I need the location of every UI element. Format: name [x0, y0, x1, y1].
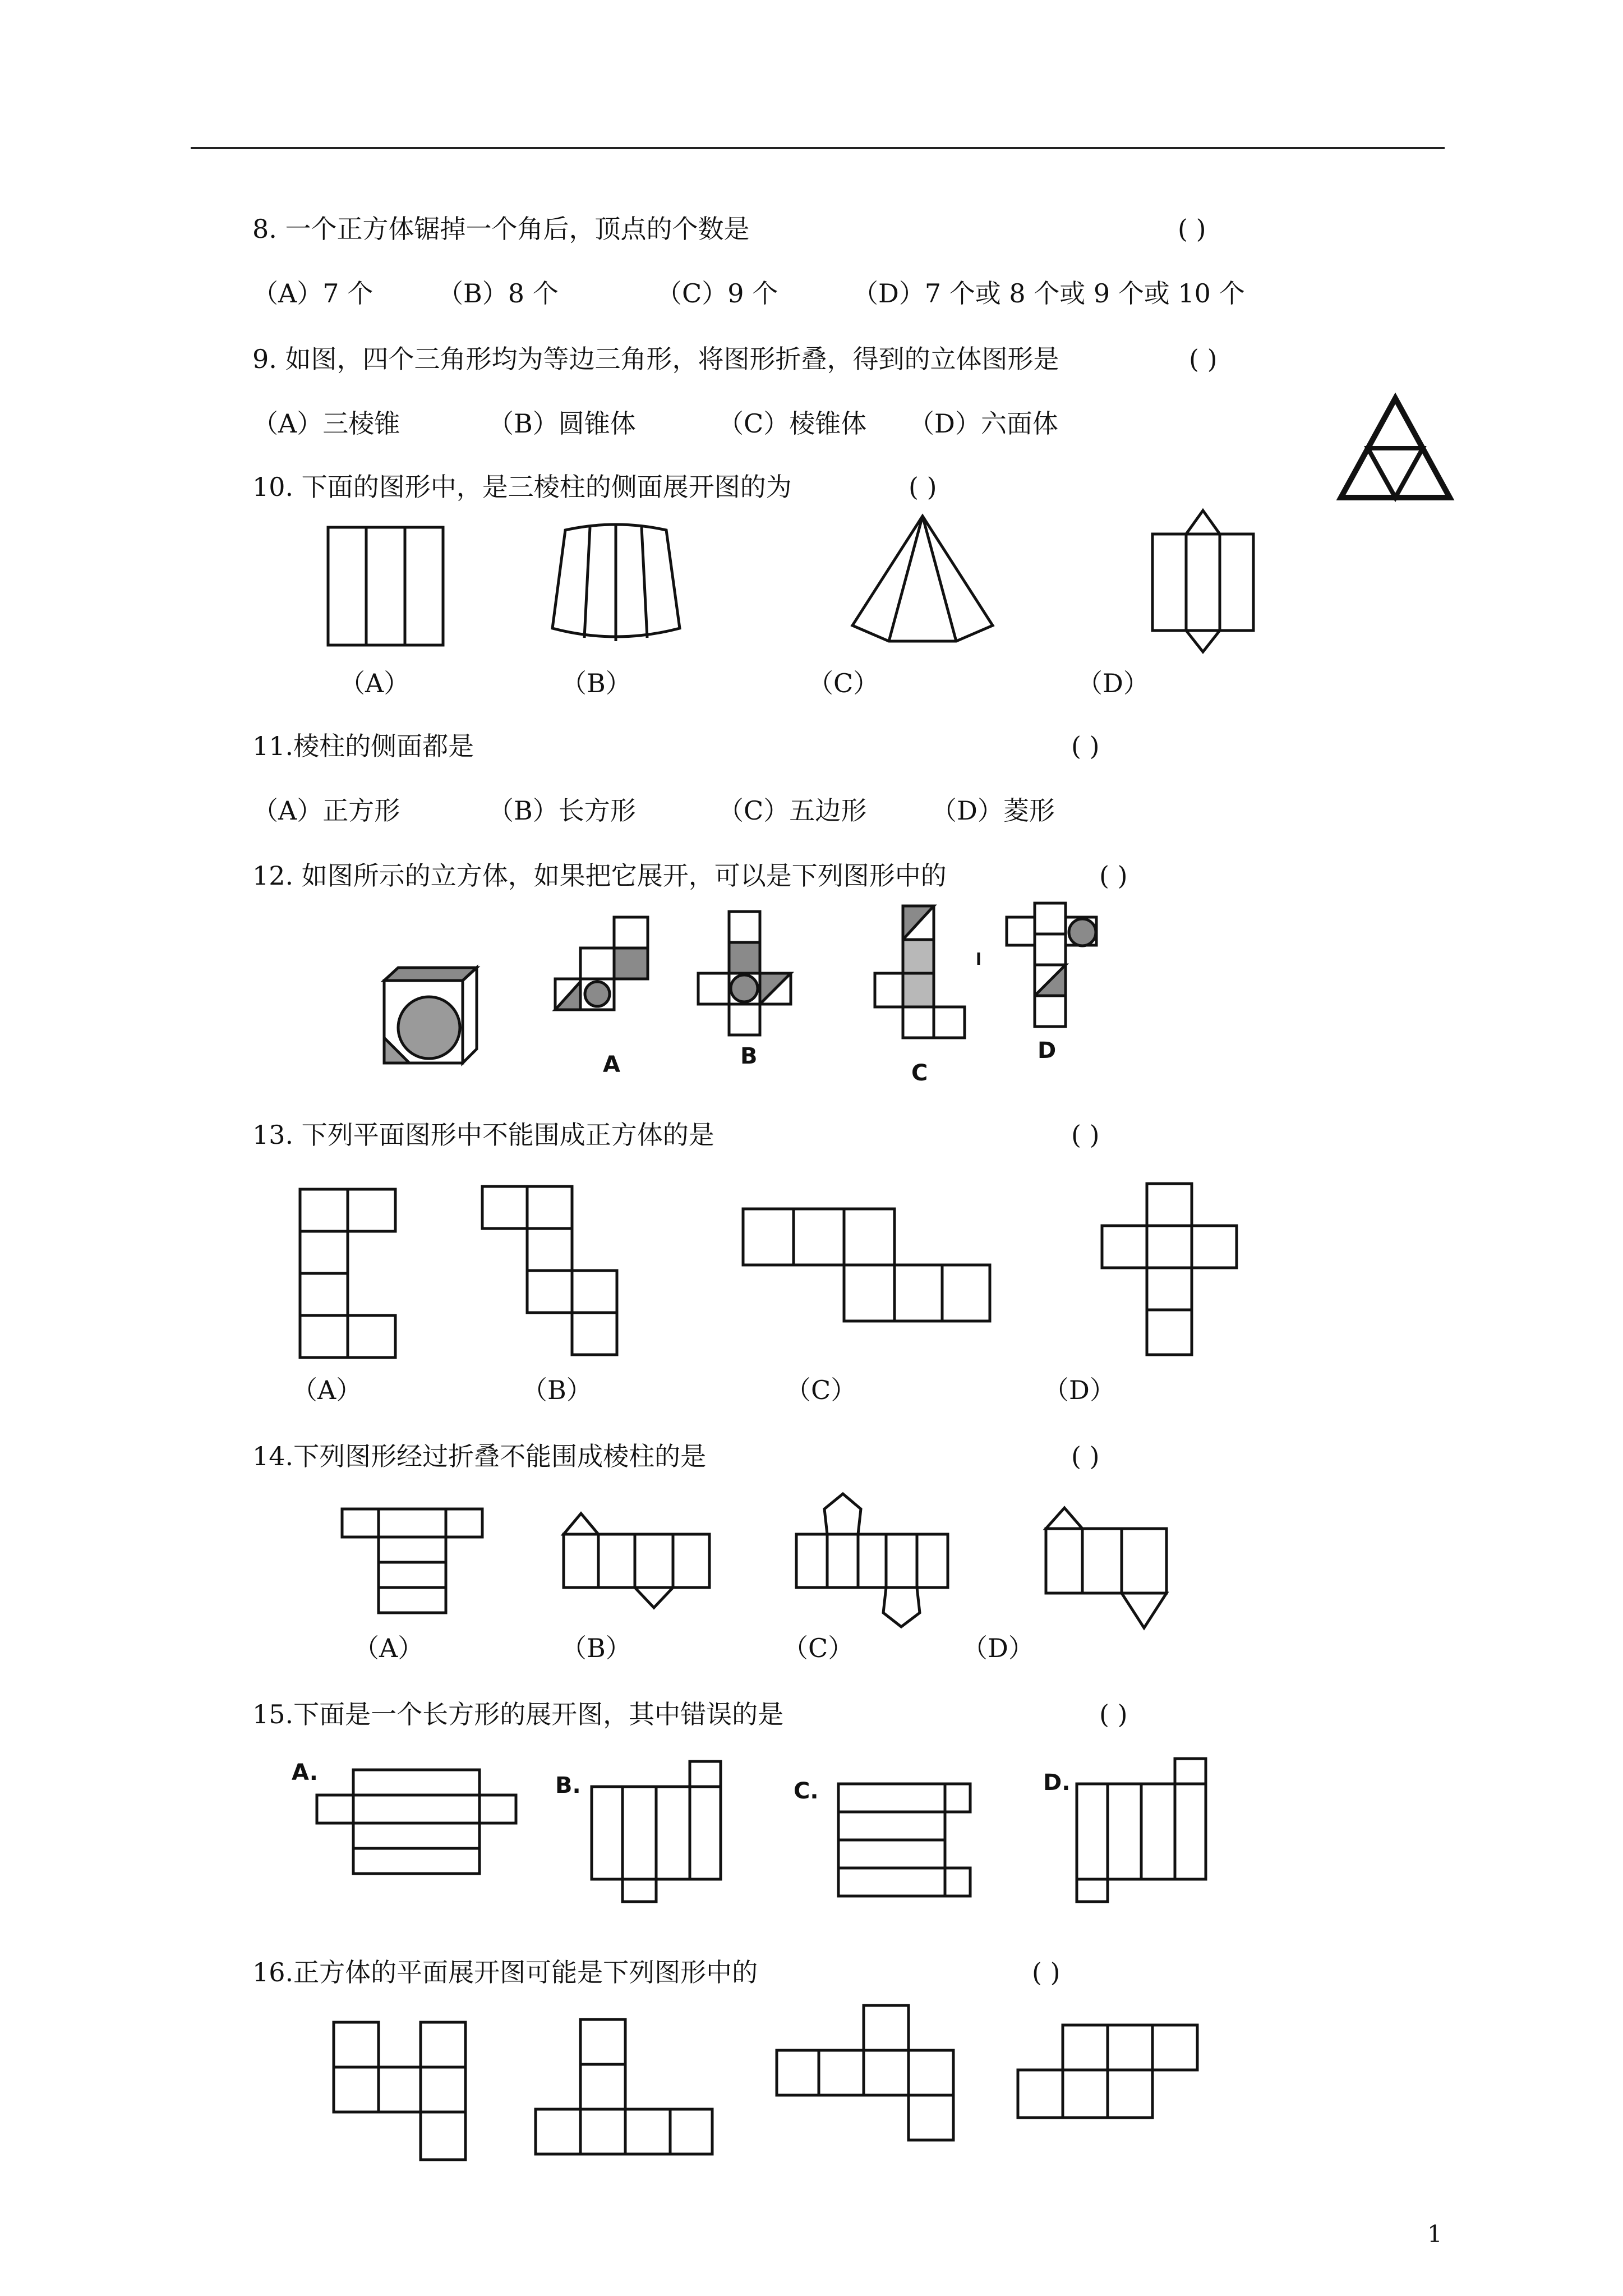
question-15-net-c [836, 1781, 976, 1904]
question-16-net-4 [1015, 2022, 1200, 2123]
question-14-net-b [561, 1503, 712, 1610]
question-12-label-b: B [740, 1043, 758, 1069]
question-15-label-a: A. [292, 1760, 318, 1786]
question-15-net-b [589, 1759, 723, 1904]
question-10-label-b: （B） [561, 668, 631, 698]
question-11-text: 11.棱柱的侧面都是 [252, 731, 474, 761]
question-8-option-b: （B）8 个 [437, 278, 559, 309]
question-10-label-c: （C） [808, 668, 879, 698]
question-14-net-a [339, 1506, 485, 1618]
question-15-answer-bracket: ( ) [1099, 1699, 1128, 1729]
question-8-text: 8. 一个正方体锯掉一个角后，顶点的个数是 [252, 214, 750, 244]
question-16-answer-bracket: ( ) [1032, 1957, 1061, 1987]
question-12-net-c [872, 903, 984, 1055]
question-16-net-1 [331, 2019, 471, 2165]
question-9-option-d: （D）六面体 [909, 408, 1058, 439]
question-13-net-b [479, 1184, 625, 1358]
question-10-figure-c [847, 513, 998, 648]
question-15-text: 15.下面是一个长方形的展开图，其中错误的是 [252, 1699, 784, 1729]
question-13-net-a [297, 1186, 398, 1360]
question-13-net-c [740, 1206, 993, 1324]
question-13-label-c: （C） [785, 1375, 857, 1405]
question-12-label-d: D [1038, 1038, 1057, 1064]
question-14-answer-bracket: ( ) [1071, 1441, 1100, 1471]
question-12-net-d [1004, 900, 1110, 1029]
question-13-label-d: （D） [1043, 1375, 1115, 1405]
question-10-label-d: （D） [1077, 668, 1149, 698]
question-8-answer-bracket: ( ) [1178, 214, 1206, 244]
question-13-answer-bracket: ( ) [1071, 1120, 1100, 1150]
question-9-triangle-net [1338, 395, 1455, 502]
question-15-label-b: B. [555, 1773, 581, 1798]
question-15-label-d: D. [1043, 1770, 1071, 1796]
question-14-net-d [1043, 1498, 1172, 1632]
question-8-option-c: （C）9 个 [656, 278, 778, 309]
question-10-figure-d [1150, 505, 1256, 656]
header-rule [191, 147, 1445, 149]
question-8-option-d: （D）7 个或 8 个或 9 个或 10 个 [852, 278, 1245, 309]
question-12-answer-bracket: ( ) [1099, 861, 1128, 891]
question-12-cube [381, 965, 482, 1066]
question-12-label-a: A [603, 1052, 620, 1078]
question-15-net-d [1074, 1756, 1209, 1907]
question-9-option-a: （A）三棱锥 [252, 408, 400, 439]
question-13-net-d [1099, 1181, 1245, 1360]
question-9-text: 9. 如图，四个三角形均为等边三角形，将图形折叠，得到的立体图形是 [252, 344, 1059, 374]
question-14-label-d: （D） [962, 1633, 1034, 1663]
question-15-net-a [314, 1767, 522, 1879]
question-14-label-b: （B） [561, 1633, 631, 1663]
page-number: 1 [1427, 2220, 1442, 2248]
question-12-net-b [695, 909, 796, 1038]
question-12-label-c: C [911, 1060, 928, 1086]
question-13-label-a: （A） [292, 1375, 362, 1405]
question-14-label-a: （A） [353, 1633, 424, 1663]
question-10-figure-a [325, 524, 449, 648]
question-11-option-c: （C）五边形 [718, 795, 867, 826]
question-13-text: 13. 下列平面图形中不能围成正方体的是 [252, 1120, 714, 1150]
question-16-net-3 [774, 2003, 959, 2148]
question-10-text: 10. 下面的图形中，是三棱柱的侧面展开图的为 [252, 472, 792, 502]
question-9-option-b: （B）圆锥体 [488, 408, 636, 439]
question-11-option-a: （A）正方形 [252, 795, 400, 826]
question-12-text: 12. 如图所示的立方体，如果把它展开，可以是下列图形中的 [252, 861, 947, 891]
question-10-figure-b [550, 524, 684, 648]
question-8-option-a: （A）7 个 [252, 278, 374, 309]
question-15-label-c: C. [794, 1778, 819, 1804]
question-10-answer-bracket: ( ) [909, 472, 937, 502]
question-9-option-c: （C）棱锥体 [718, 408, 867, 439]
question-14-label-c: （C） [782, 1633, 854, 1663]
question-11-option-b: （B）长方形 [488, 795, 636, 826]
question-14-text: 14.下列图形经过折叠不能围成棱柱的是 [252, 1441, 707, 1471]
question-16-net-2 [533, 2017, 718, 2162]
question-11-answer-bracket: ( ) [1071, 731, 1100, 761]
question-13-label-b: （B） [522, 1375, 592, 1405]
question-16-text: 16.正方体的平面展开图可能是下列图形中的 [252, 1957, 758, 1987]
question-10-label-a: （A） [339, 668, 410, 698]
question-9-answer-bracket: ( ) [1189, 344, 1218, 374]
question-14-net-c [794, 1489, 956, 1630]
question-11-option-d: （D）菱形 [931, 795, 1055, 826]
question-12-net-a [552, 914, 653, 1055]
